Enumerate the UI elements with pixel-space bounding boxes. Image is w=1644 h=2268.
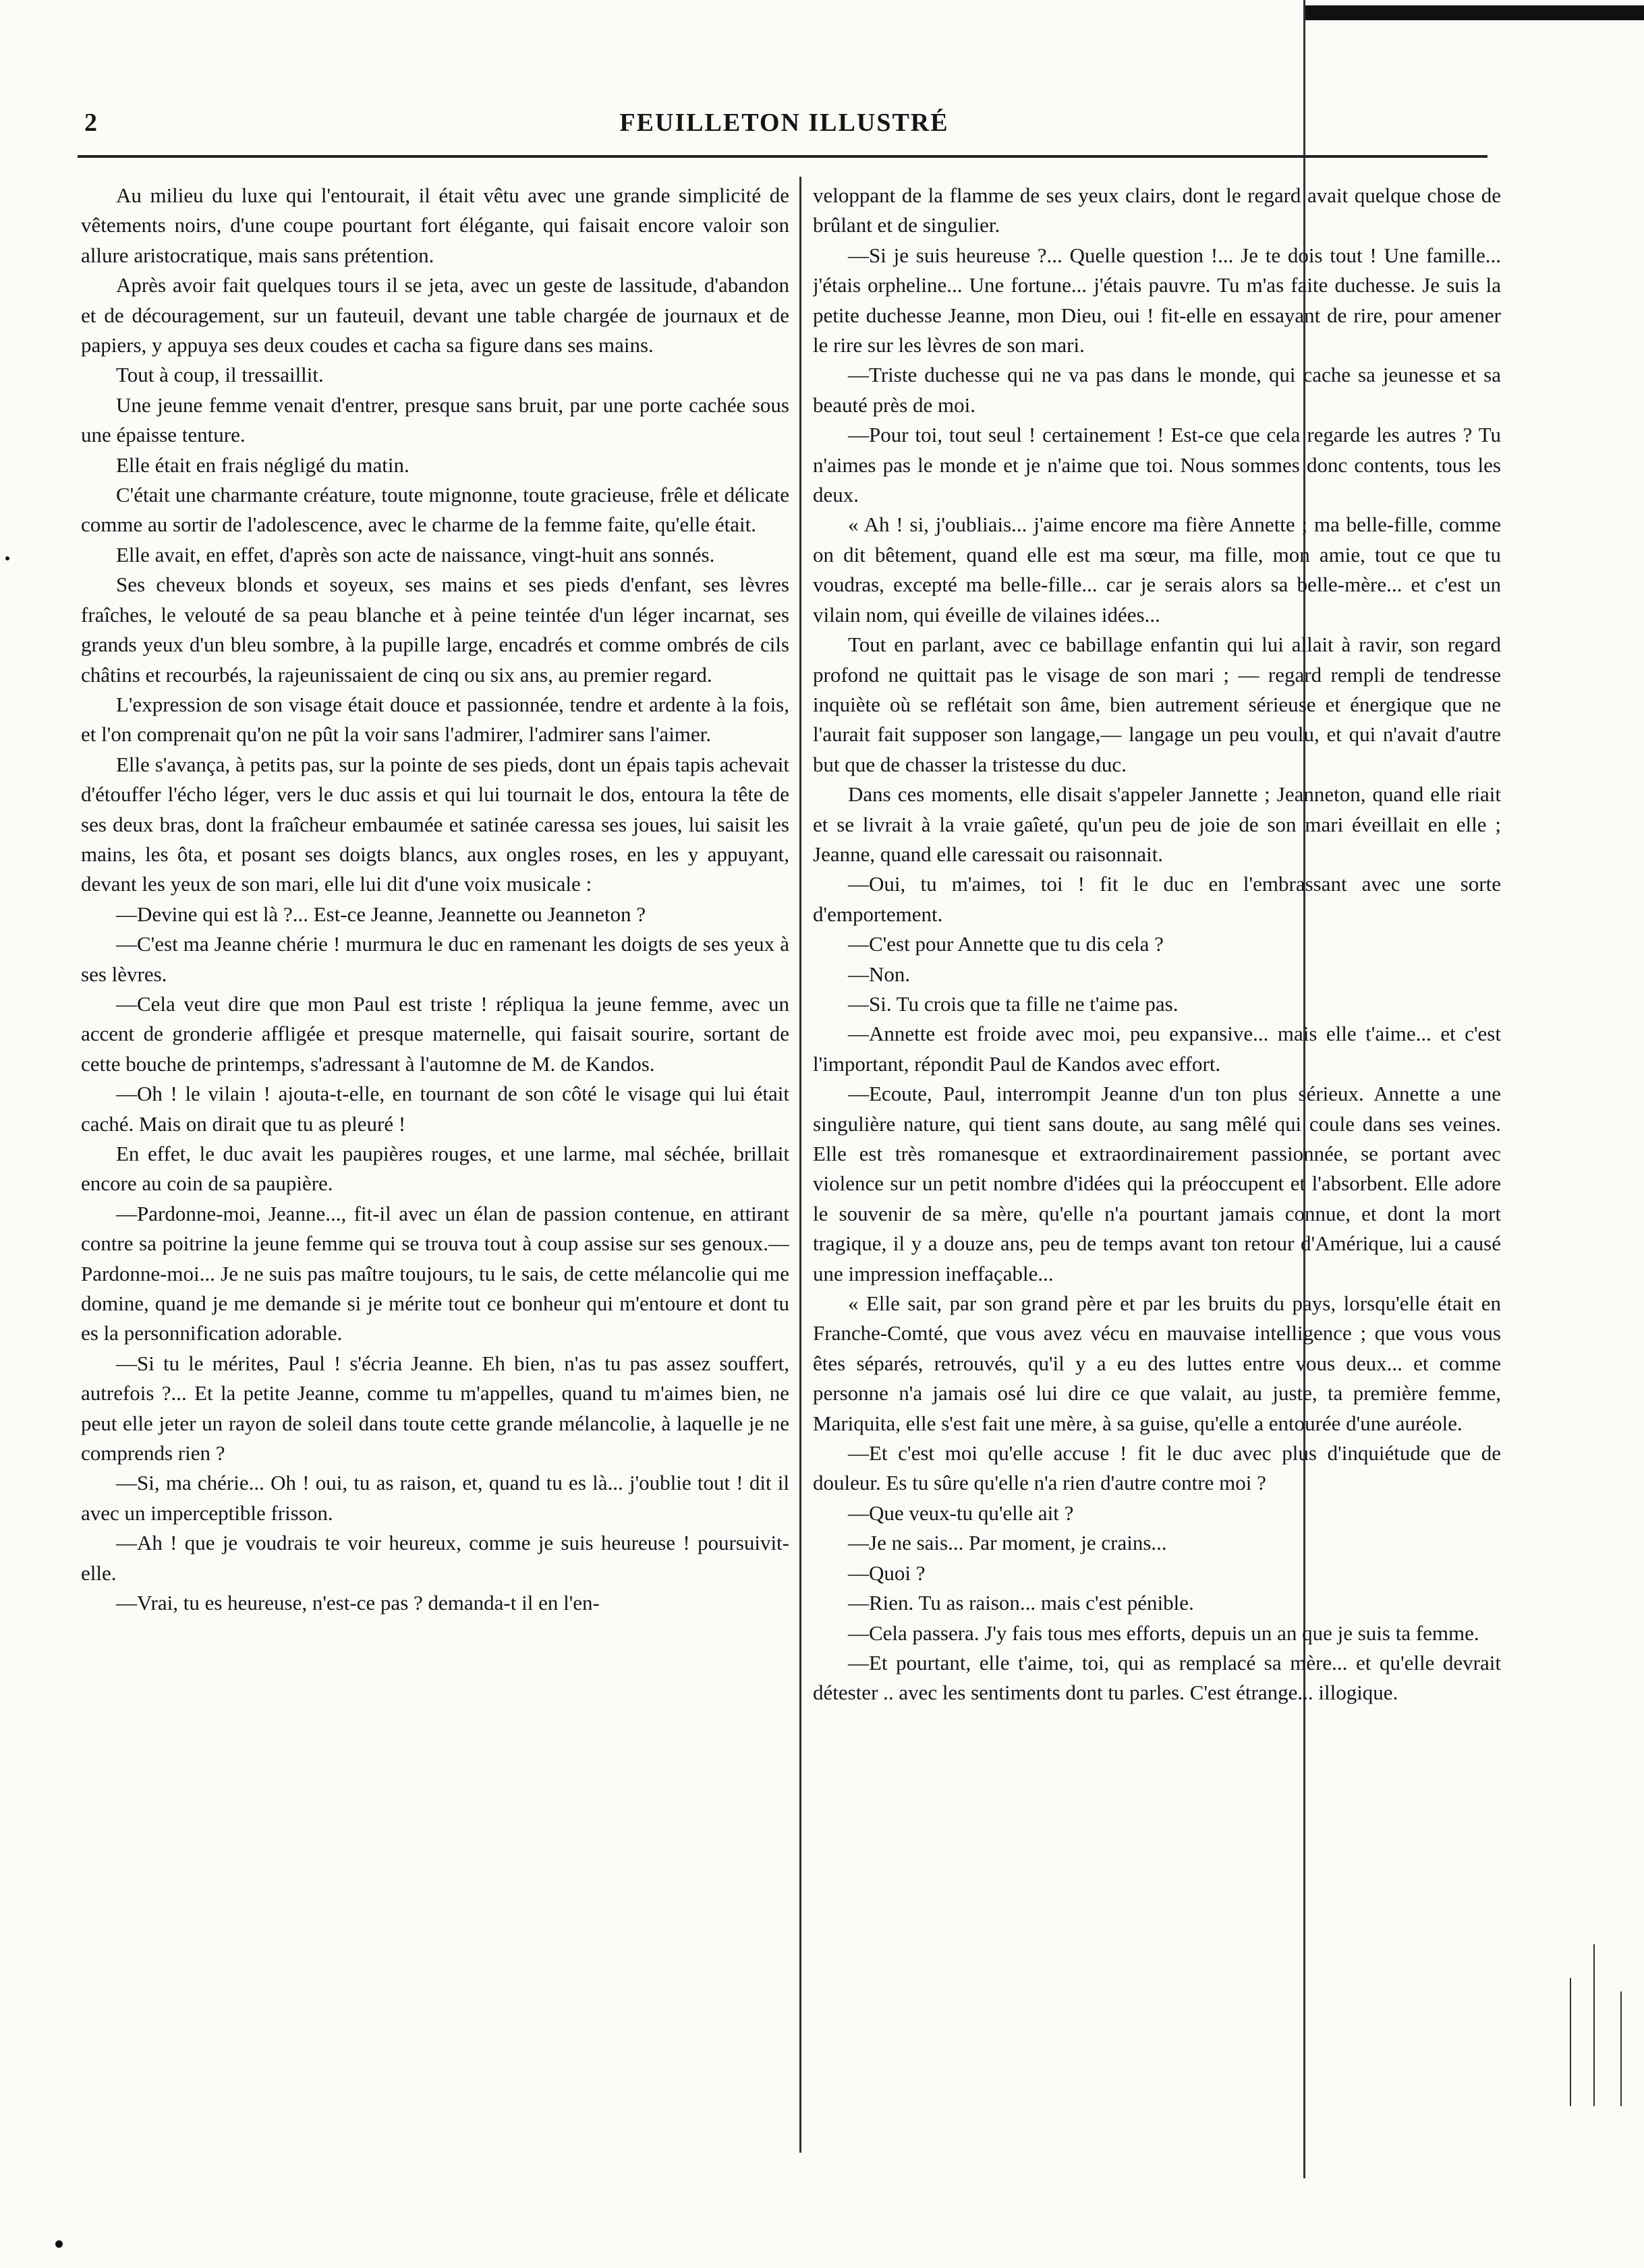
scan-speck xyxy=(55,2240,63,2248)
right-column xyxy=(813,181,1501,2231)
paragraph: —Ecoute, Paul, interrompit Jeanne d'un ton plus sérieux. Annette a une singulière nature, qui tient sans doute, au sang mêlé qui coule dans ses veines. Elle est très romanesque et extraordinairement passionnée, se portant avec violence sur un petit nombre d'idées qui la préoccupent et l'absorbent. Elle adore le souvenir de sa mère, qu'elle n'a pourtant jamais connue, et dont la mort tragique, il y a douze ans, peu de temps avant ton retour d'Amérique, lui a causé une impression ineffaçable... xyxy=(813,1082,1501,1285)
paragraph: —Je ne sais... Par moment, je crains... xyxy=(848,1531,1167,1555)
paragraph: Tout à coup, il tressaillit. xyxy=(116,363,324,387)
paragraph: Elle était en frais négligé du matin. xyxy=(116,453,409,477)
running-title: FEUILLETON ILLUSTRÉ xyxy=(619,109,949,137)
paragraph: —C'est ma Jeanne chérie ! murmura le duc en ramenant les doigts de ses yeux à ses lèvres. xyxy=(81,932,789,986)
page-header xyxy=(84,108,1484,148)
column-divider xyxy=(799,177,801,2153)
scan-speck xyxy=(5,556,9,560)
paragraph: —Vrai, tu es heureuse, n'est-ce pas ? demanda-t il en l'en- xyxy=(116,1591,600,1615)
paragraph: Elle s'avança, à petits pas, sur la pointe de ses pieds, dont un épais tapis achevait d'étouffer l'écho léger, vers le duc assis et qui lui tournait le dos, entoura la tête de ses deux bras, dont la fraîcheur embaumée et satinée caressa ses joues, lui saisit les mains, les ôta, et posant ses doigts blancs, aux ongles roses, en les y appuyant, devant les yeux de son mari, elle lui dit d'une voix musicale : xyxy=(81,752,789,896)
paragraph: —Si. Tu crois que ta fille ne t'aime pas. xyxy=(848,991,1179,1016)
scan-top-edge-bar xyxy=(1303,5,1644,20)
paragraph: Après avoir fait quelques tours il se jeta, avec un geste de lassitude, d'abandon et de découragement, sur un fauteuil, devant une table chargée de journaux et de papiers, y appuya ses deux coudes et cacha sa figure dans ses mains. xyxy=(81,273,789,357)
paragraph: Une jeune femme venait d'entrer, presque sans bruit, par une porte cachée sous une épaisse tenture. xyxy=(81,392,789,447)
paragraph: —Si, ma chérie... Oh ! oui, tu as raison, et, quand tu es là... j'oublie tout ! dit il avec un imperceptible frisson. xyxy=(81,1471,789,1525)
page-number: 2 xyxy=(84,109,97,137)
paragraph: Ses cheveux blonds et soyeux, ses mains et ses pieds d'enfant, ses lèvres fraîches, le velouté de sa peau blanche et à peine teintée d'un léger incarnat, ses grands yeux d'un bleu sombre, à la pupille large, encadrés et comme ombrés de cils châtins et recourbés, la rajeunissaient de cinq ou six ans, au premier regard. xyxy=(81,573,789,687)
paragraph: —Triste duchesse qui ne va pas dans le monde, qui cache sa jeunesse et sa beauté près de moi. xyxy=(813,363,1501,417)
paragraph: —Devine qui est là ?... Est-ce Jeanne, Jeannette ou Jeanneton ? xyxy=(116,902,646,926)
paragraph: —Rien. Tu as raison... mais c'est pénible. xyxy=(848,1591,1194,1615)
paragraph: « Elle sait, par son grand père et par les bruits du pays, lorsqu'elle était en Franche-Comté, que vous avez vécu en mauvaise intelligence ; que vous vous êtes séparés, retrouvés, qu'il y a eu des luttes entre vous deux... et comme personne n'a jamais osé lui dire ce que valait, au juste, ta première femme, Mariquita, elle s'est fait une mère, à sa guise, qu'elle a entourée d'une auréole. xyxy=(813,1291,1501,1435)
paragraph: Elle avait, en effet, d'après son acte de naissance, vingt-huit ans sonnés. xyxy=(116,542,715,566)
paragraph: veloppant de la flamme de ses yeux clairs, dont le regard avait quelque chose de brûlant et de singulier. xyxy=(813,183,1501,237)
scan-corner-marks xyxy=(1556,1944,1637,2106)
paragraph: « Ah ! si, j'oubliais... j'aime encore ma fière Annette ; ma belle-fille, comme on dit bêtement, quand elle est ma sœur, ma fille, mon amie, tout ce que tu voudras, excepté ma belle-fille... car je serais alors sa belle-mère... et c'est un vilain nom, qui éveille de vilaines idées... xyxy=(813,513,1501,627)
paragraph: —Si tu le mérites, Paul ! s'écria Jeanne. Eh bien, n'as tu pas assez souffert, autrefois ?... Et la petite Jeanne, comme tu m'appelles, quand tu m'aimes bien, ne peut elle jeter un rayon de soleil dans toute cette grande mélancolie, à laquelle je ne comprends rien ? xyxy=(81,1351,789,1465)
paragraph: —Ah ! que je voudrais te voir heureux, comme je suis heureuse ! poursuivit-elle. xyxy=(81,1531,789,1585)
paragraph: —Quoi ? xyxy=(848,1561,926,1585)
paragraph: —Annette est froide avec moi, peu expansive... mais elle t'aime... et c'est l'important, répondit Paul de Kandos avec effort. xyxy=(813,1022,1501,1076)
paragraph: —Oh ! le vilain ! ajouta-t-elle, en tournant de son côté le visage qui lui était caché. Mais on dirait que tu as pleuré ! xyxy=(81,1082,789,1136)
paragraph: C'était une charmante créature, toute mignonne, toute gracieuse, frêle et délicate comme au sortir de l'adolescence, avec le charme de la femme faite, qu'elle était. xyxy=(81,483,789,537)
paragraph: —Et pourtant, elle t'aime, toi, qui as remplacé sa mère... et qu'elle devrait détester .. avec les sentiments dont tu parles. C'est étrange... illogique. xyxy=(813,1650,1501,1705)
paragraph: Tout en parlant, avec ce babillage enfantin qui lui allait à ravir, son regard profond ne quittait pas le visage de son mari ; — regard rempli de tendresse inquiète où se reflétait son âme, bien autrement sérieuse et énergique que ne l'aurait fait supposer son langage,— langage un peu voulu, et qui n'avait d'autre but que de chasser la tristesse du duc. xyxy=(813,633,1501,776)
paragraph: —Oui, tu m'aimes, toi ! fit le duc en l'embrassant avec une sorte d'emportement. xyxy=(813,872,1501,926)
paragraph: —Et c'est moi qu'elle accuse ! fit le duc avec plus d'inquiétude que de douleur. Es tu sûre qu'elle n'a rien d'autre contre moi ? xyxy=(813,1441,1501,1495)
paragraph: —Si je suis heureuse ?... Quelle question !... Je te dois tout ! Une famille... j'étais orpheline... Une fortune... j'étais pauvre. Tu m'as faite duchesse. Je suis la petite duchesse Jeanne, mon Dieu, oui ! fit-elle en essayant de rire, pour amener le rire sur les lèvres de son mari. xyxy=(813,243,1501,357)
paragraph: —Cela passera. J'y fais tous mes efforts, depuis un an que je suis ta femme. xyxy=(848,1621,1479,1645)
paragraph: En effet, le duc avait les paupières rouges, et une larme, mal séchée, brillait encore au coin de sa paupière. xyxy=(81,1142,789,1196)
paragraph: —Non. xyxy=(848,962,911,986)
paragraph: Dans ces moments, elle disait s'appeler Jannette ; Jeanneton, quand elle riait et se livrait à la vraie gaîeté, qu'un peu de joie de son mari éveillait en elle ; Jeanne, quand elle caressait ou raisonnait. xyxy=(813,782,1501,866)
header-rule xyxy=(78,155,1487,158)
paragraph: L'expression de son visage était douce et passionnée, tendre et ardente à la fois, et l'on comprenait qu'on ne pût la voir sans l'admirer, l'admirer sans l'aimer. xyxy=(81,692,789,747)
paragraph: —Pardonne-moi, Jeanne..., fit-il avec un élan de passion contenue, en attirant contre sa poitrine la jeune femme qui se trouva tout à coup assise sur ses genoux.— Pardonne-moi... Je ne suis pas maître toujours, tu le sais, de cette mélancolie qui me domine, quand je me demande si je mérite tout ce bonheur qui m'entoure et dont tu es la personnification adorable. xyxy=(81,1201,789,1345)
paragraph: —C'est pour Annette que tu dis cela ? xyxy=(848,932,1164,956)
paragraph: Au milieu du luxe qui l'entourait, il était vêtu avec une grande simplicité de vêtements noirs, d'une coupe pourtant fort élégante, qui faisait encore valoir son allure aristocratique, mais sans prétention. xyxy=(81,183,789,267)
paragraph: —Pour toi, tout seul ! certainement ! Est-ce que cela regarde les autres ? Tu n'aimes pas le monde et je n'aime que toi. Nous sommes donc contents, tous les deux. xyxy=(813,423,1501,507)
left-column xyxy=(81,181,789,2231)
paragraph: —Cela veut dire que mon Paul est triste ! répliqua la jeune femme, avec un accent de gronderie affligée et presque maternelle, qui faisait sourire, sortant de cette bouche de printemps, s'adressant à l'automne de M. de Kandos. xyxy=(81,991,789,1076)
paragraph: —Que veux-tu qu'elle ait ? xyxy=(848,1501,1074,1525)
